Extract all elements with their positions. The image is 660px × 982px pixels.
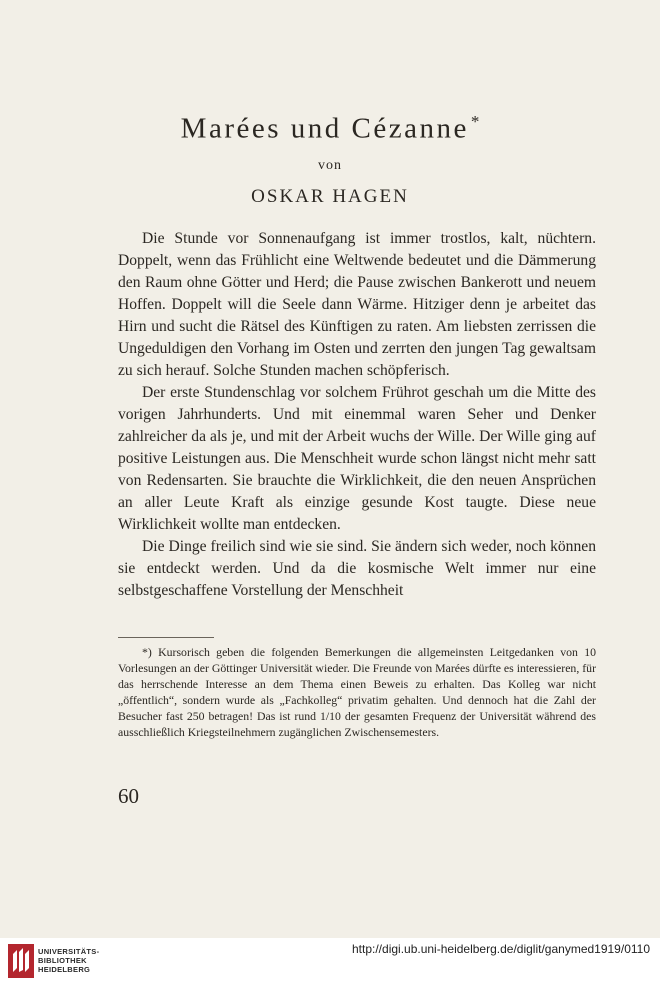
- footnote-divider: [118, 637, 214, 638]
- article-title: Marées und Cézanne *: [180, 112, 480, 145]
- footnote-text: *) Kursorisch geben die folgenden Bemerkungen die allgemeinsten Leitgedanken von 10 Vorlesungen an der Göttinger Universität wieder. Die Freunde von Marées dürfte es interessieren, für das herrschende Interesse an dem Thema einen Beweis zu erhalten. Das Kolleg war nicht „öffentlich“, sondern wurde als „Fachkolleg“ privatim gehalten. Und dennoch hat die Zahl der Besucher fast 250 betragen! Das ist rund 1/10 der gesamten Frequenz der Universität während des ausschließlich Kriegsteilnehmern zugänglichen Zwischensemesters.: [118, 645, 596, 739]
- viewer-footer: [0, 938, 660, 982]
- paragraph: Die Dinge freilich sind wie sie sind. Sie ändern sich weder, noch können sie entdeckt werden. Und da die kosmische Welt immer nur eine selbstgeschaffene Vorstellung der Menschheit: [118, 538, 596, 599]
- author-name: OSKAR HAGEN: [251, 186, 409, 207]
- page-number: 60: [118, 784, 139, 808]
- library-name: UNIVERSITÄTS- BIBLIOTHEK HEIDELBERG: [38, 947, 100, 974]
- footnote: [118, 644, 596, 740]
- paragraph: Der erste Stundenschlag vor solchem Frührot geschah um die Mitte des vorigen Jahrhunderts. Und mit einemmal waren Seher und Denker zahlreicher da als je, und mit der Arbeit wuchs der Wille. Der Wille ging auf positive Leistungen aus. Die Menschheit wurde schon längst nicht mehr satt von Redensarten. Sie brauchte die Wirklichkeit, die den neuen Ansprüchen an aller Leute Kraft als einzige gesunde Kost taugte. Diese neue Wirklichkeit wollte man entdecken.: [118, 384, 596, 533]
- page-url-link[interactable]: http://digi.ub.uni-heidelberg.de/diglit/ganymed1919/0110: [352, 942, 650, 956]
- library-seal-icon: [8, 944, 34, 978]
- library-logo[interactable]: [8, 944, 138, 978]
- byline: von: [318, 158, 342, 173]
- paragraph: Die Stunde vor Sonnenaufgang ist immer trostlos, kalt, nüchtern. Doppelt, wenn das Frühlicht eine Weltwende bedeutet und die Dämmerung den Raum ohne Götter und Herd; die Pause zwischen Bankerott und neuem Hoffen. Doppelt will die Seele dann Wärme. Hitziger denn je arbeitet das Hirn und sucht die Rätsel des Künftigen zu raten. Am liebsten zerrissen die Ungeduldigen den Vorhang im Osten und zerrten den jungen Tag gewaltsam zu sich herauf. Solche Stunden machen schöpferisch.: [118, 230, 596, 379]
- body-text: [118, 228, 596, 602]
- title-footnote-mark: *: [470, 112, 480, 131]
